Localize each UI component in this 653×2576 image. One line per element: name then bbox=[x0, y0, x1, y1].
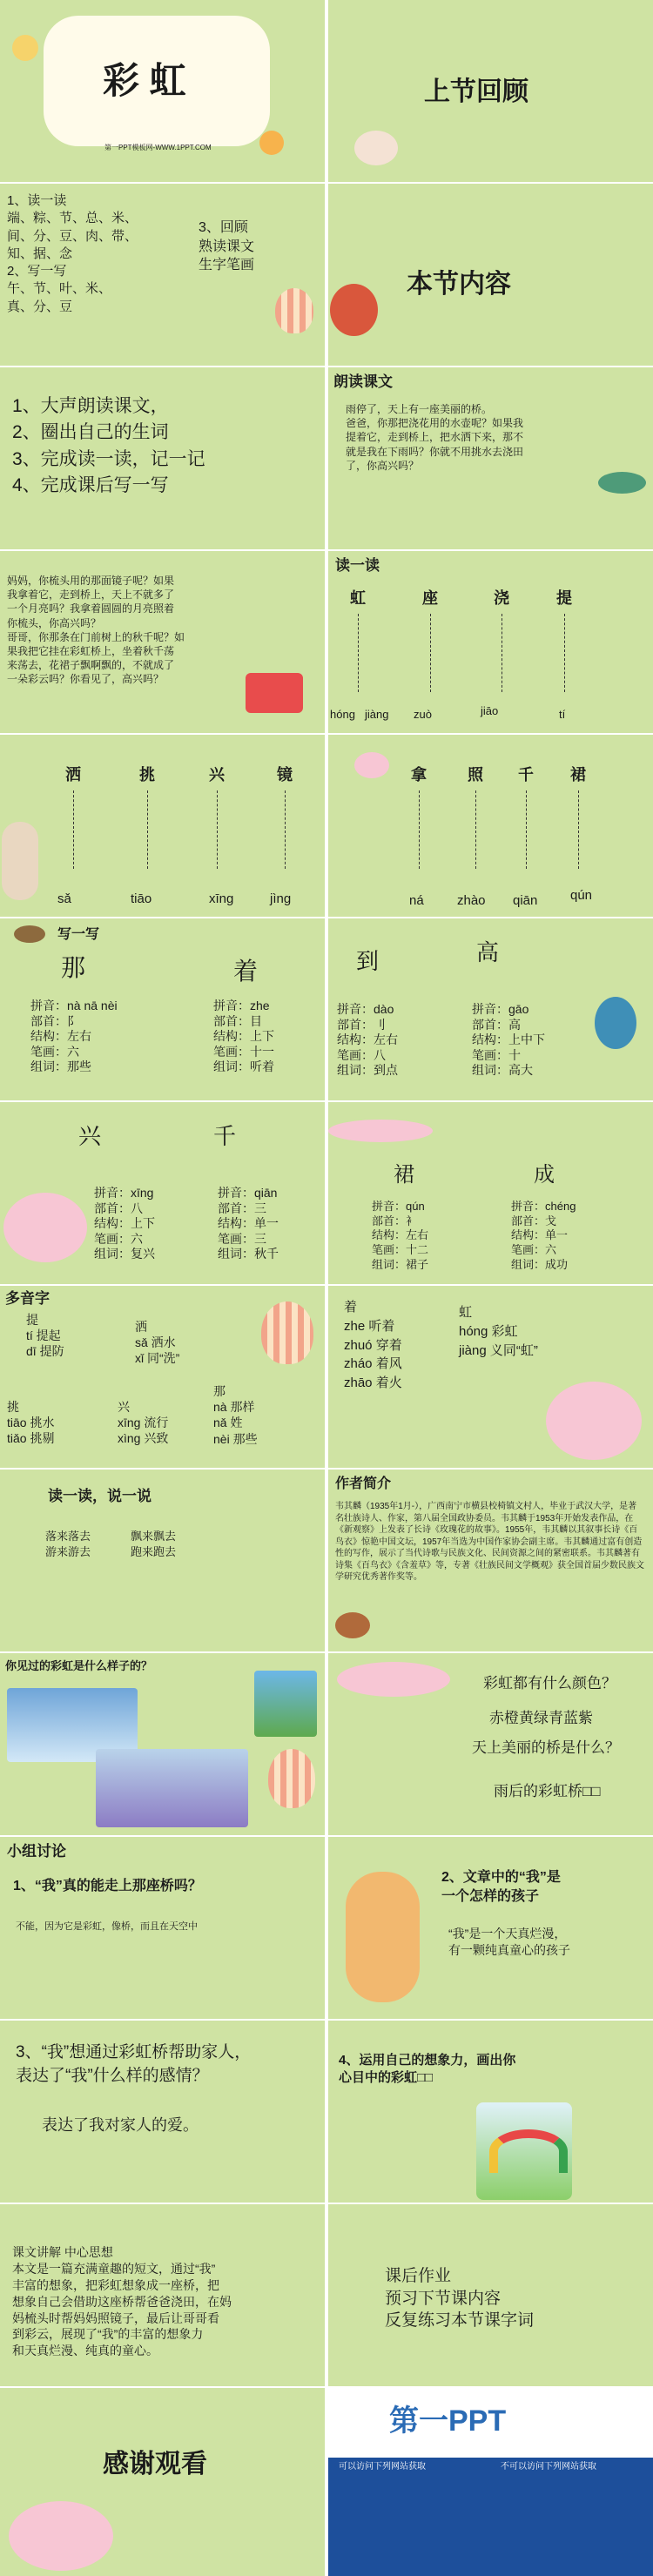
section-heading: 小组讨论 bbox=[7, 1843, 66, 1860]
answer: 赤橙黄绿青蓝紫 bbox=[489, 1710, 593, 1726]
char: 裙 bbox=[394, 1163, 414, 1187]
char: 兴 bbox=[209, 766, 225, 784]
char: 浇 bbox=[494, 589, 509, 607]
slide-discussion-4 bbox=[328, 2021, 653, 2203]
dashed-line bbox=[578, 790, 579, 869]
author-bio: 韦其麟（1935年1月-），广西南宁市横县校椅镇文村人，毕业于武汉大学，是著名壮族诗人、作家，第八届全国政协委员。韦其麟于1953年开始发表作品，在《新观察》上发表了长诗《玫瑰花的故事》。1955年，韦其麟以其叙事长诗《百鸟衣》惊艳中国文坛，1957年当选为中国作家协会副主席。韦其麟通过富有创造性的写作，展示了当代诗歌与民族文化、民间资源之间的紧密联系。韦其麟著有诗集《百鸟衣》《含羞草》等，专著《壮族民间文学概观》获全国首届少数民族文学研究优秀著作奖等。 bbox=[335, 1502, 644, 1582]
footer-panel bbox=[328, 2458, 653, 2576]
section-heading: 朗读课文 bbox=[333, 373, 393, 390]
slide-words-3 bbox=[328, 735, 653, 917]
char: 拿 bbox=[411, 766, 427, 784]
pinyin: zhào bbox=[457, 893, 486, 908]
swallow-icon bbox=[335, 1612, 370, 1638]
question: 彩虹都有什么颜色？ bbox=[483, 1675, 616, 1692]
polyphone-group: 那 nà 那样 nǎ 姓 nèi 那些 bbox=[213, 1384, 258, 1446]
char: 高 bbox=[476, 939, 500, 965]
slide-discussion-2 bbox=[328, 1837, 653, 2019]
pinyin: sǎ bbox=[57, 891, 71, 906]
passage-text: 妈妈，你梳头用的那面镜子呢？如果 我拿着它，走到桥上，天上不就多了 一个月亮吗？我拿着圆圆的月亮照着 你梳头，你高兴吗？ 哥哥，你那条在门前树上的秋千呢？如 果我把它挂在彩虹桥上，坐着秋千荡 来荡去，花裙子飘啊飘的，不就成了 一朵彩云吗？你看见了，高兴吗？ bbox=[7, 575, 185, 686]
char: 成 bbox=[534, 1163, 555, 1187]
book-icon bbox=[246, 673, 303, 713]
cat-icon bbox=[346, 1872, 420, 2002]
slide-lesson bbox=[328, 184, 653, 366]
left-heading: 可以访问下列网站获取 bbox=[339, 2462, 426, 2472]
slide-rainbow-colors bbox=[328, 1653, 653, 1835]
slide-summary bbox=[0, 2204, 325, 2386]
pinyin: jiàng bbox=[365, 708, 389, 721]
char: 提 bbox=[556, 589, 572, 607]
pinyin: qún bbox=[570, 888, 593, 903]
cover-footer: 第一PPT模板网-WWW.1PPT.COM bbox=[104, 144, 212, 151]
char-info: 拼音：nà nā nèi 部首：阝 结构：左右 笔画：六 组词：那些 bbox=[30, 999, 118, 1073]
answer: 表达了我对家人的爱。 bbox=[42, 2116, 199, 2134]
slide-title: 感谢观看 bbox=[103, 2450, 207, 2478]
review-right: 3、回顾 熟读课文 生字笔画 bbox=[199, 220, 255, 273]
slide-write-3 bbox=[0, 1102, 325, 1284]
char-info: 拼音：dào 部首：刂 结构：左右 笔画：八 组词：到点 bbox=[337, 1002, 398, 1077]
drum-icon bbox=[330, 284, 378, 336]
pinyin: qiān bbox=[513, 893, 538, 908]
answer: “我”是一个天真烂漫， 有一颗纯真童心的孩子 bbox=[448, 1927, 570, 1957]
polyphone-group: 洒 sǎ 洒水 xǐ 同“洗” bbox=[135, 1320, 180, 1366]
pinyin: tiāo bbox=[131, 891, 152, 906]
slide-discussion bbox=[0, 1837, 325, 2019]
question: 天上美丽的桥是什么？ bbox=[472, 1739, 620, 1756]
dashed-line bbox=[564, 614, 565, 692]
polyphone-group: 虹 hóng 彩虹 jiàng 义同“虹” bbox=[459, 1305, 538, 1358]
question: 2、文章中的“我”是 一个怎样的孩子 bbox=[441, 1870, 561, 1904]
char-info: 拼音：qún 部首：衤 结构：左右 笔画：十二 组词：裙子 bbox=[372, 1200, 429, 1271]
char: 着 bbox=[233, 958, 259, 985]
char: 兴 bbox=[78, 1123, 102, 1149]
word-group: 落来落去 游来游去 bbox=[45, 1530, 91, 1559]
section-heading: 你见过的彩虹是什么样子的？ bbox=[5, 1659, 153, 1672]
slide-write-4 bbox=[328, 1102, 653, 1284]
polyphone-group: 兴 xīng 流行 xìng 兴致 bbox=[118, 1400, 169, 1446]
ginkgo-leaf-icon bbox=[598, 472, 646, 494]
dashed-line bbox=[526, 790, 527, 869]
slide-write-2 bbox=[328, 918, 653, 1100]
slide-author bbox=[328, 1470, 653, 1651]
answer: 雨后的彩虹桥□□ bbox=[494, 1783, 601, 1799]
char-info: 拼音：chéng 部首：戈 结构：单一 笔画：六 组词：成功 bbox=[511, 1200, 576, 1271]
rainbow-photo bbox=[254, 1671, 317, 1737]
blossom-tree-icon bbox=[3, 1193, 87, 1262]
char: 到 bbox=[356, 948, 380, 974]
section-heading: 作者简介 bbox=[335, 1476, 392, 1491]
flower-icon bbox=[259, 131, 284, 155]
balloon-icon bbox=[261, 1301, 313, 1364]
pinyin: jìng bbox=[270, 891, 292, 906]
slide-words-2 bbox=[0, 735, 325, 917]
slide-passage-2 bbox=[0, 551, 325, 733]
char: 千 bbox=[518, 766, 534, 784]
cover-title: 彩 虹 bbox=[103, 60, 186, 101]
girl-icon bbox=[2, 822, 38, 900]
slide-review bbox=[328, 0, 653, 182]
task-item: 3、完成读一读，记一记 bbox=[12, 448, 205, 469]
char: 虹 bbox=[350, 589, 366, 607]
slide-cover bbox=[0, 0, 325, 182]
question: 3、“我”想通过彩虹桥帮助家人， 表达了“我”什么样的感情？ bbox=[16, 2043, 252, 2085]
slide-review-content bbox=[0, 184, 325, 366]
task-item: 4、完成课后写一写 bbox=[12, 475, 169, 496]
bunny-icon bbox=[354, 131, 398, 165]
review-left: 1、读一读 端、粽、节、总、米、 间、分、豆、肉、带、 知、据、念 2、写一写 午、节、叶、米、 真、分、豆 bbox=[7, 193, 138, 314]
section-heading: 读一读，说一说 bbox=[48, 1488, 151, 1504]
rainbow-icon bbox=[489, 2129, 568, 2173]
dashed-line bbox=[147, 790, 148, 869]
slide-polyphones-1 bbox=[0, 1286, 325, 1468]
summary-text: 课文讲解 中心思想 本文是一篇充满童趣的短文，通过“我” 丰富的想象，把彩虹想象成一座桥，把 想象自己会借助这座桥帮爸爸浇田，在妈 妈梳头时帮妈妈照镜子，最后让哥哥看 到彩云，展现了“我”的丰富的想象力 和天真烂漫、纯真的童心。 bbox=[12, 2245, 232, 2358]
polyphone-group: 挑 tiāo 挑水 tiǎo 挑剔 bbox=[7, 1400, 55, 1446]
site-logo: 第一PPT bbox=[389, 2404, 507, 2438]
char: 裙 bbox=[570, 766, 586, 784]
blossom-icon bbox=[354, 752, 389, 778]
dashed-line bbox=[358, 614, 359, 692]
char: 座 bbox=[422, 589, 438, 607]
char-info: 拼音：xīng 部首：八 结构：上下 笔画：六 组词：复兴 bbox=[94, 1186, 155, 1261]
slide-discussion-3 bbox=[0, 2021, 325, 2203]
pinyin: zuò bbox=[414, 708, 432, 721]
slide-ad bbox=[328, 2388, 653, 2576]
swallow-icon bbox=[14, 925, 45, 943]
balloon-icon bbox=[275, 288, 313, 333]
homework-text: 课后作业 预习下节课内容 反复练习本节课字词 bbox=[385, 2267, 535, 2331]
question: 1、“我”真的能走上那座桥吗？ bbox=[13, 1879, 202, 1893]
section-heading: 读一读 bbox=[335, 557, 380, 574]
char: 那 bbox=[61, 954, 86, 981]
section-heading: 写一写 bbox=[57, 927, 100, 942]
slide-homework bbox=[328, 2204, 653, 2386]
pinyin: tí bbox=[559, 708, 566, 721]
pinyin: hóng bbox=[330, 708, 355, 721]
char: 挑 bbox=[139, 766, 155, 784]
dashed-line bbox=[475, 790, 476, 869]
char-info: 拼音：zhe 部首：目 结构：上下 笔画：十一 组词：听着 bbox=[213, 999, 274, 1073]
slide-tasks bbox=[0, 367, 325, 549]
balloon-icon bbox=[268, 1749, 315, 1808]
slide-polyphones-2 bbox=[328, 1286, 653, 1468]
word-group: 飘来飘去 跑来跑去 bbox=[131, 1530, 177, 1559]
answer: 不能，因为它是彩虹，像桥，而且在天空中 bbox=[16, 1921, 198, 1932]
dashed-line bbox=[430, 614, 431, 692]
char-info: 拼音：qiān 部首：三 结构：单一 笔画：三 组词：秋千 bbox=[218, 1186, 279, 1261]
char: 洒 bbox=[65, 766, 81, 784]
char: 千 bbox=[213, 1123, 237, 1149]
char: 镜 bbox=[277, 766, 293, 784]
right-heading: 不可以访问下列网站获取 bbox=[501, 2462, 596, 2472]
blossom-tree-icon bbox=[546, 1382, 642, 1460]
dashed-line bbox=[73, 790, 74, 869]
slide-read-text bbox=[328, 367, 653, 549]
dashed-line bbox=[285, 790, 286, 869]
char-info: 拼音：gāo 部首：高 结构：上中下 笔画：十 组词：高大 bbox=[472, 1002, 545, 1077]
question: 4、运用自己的想象力，画出你 心目中的彩虹□□ bbox=[339, 2053, 516, 2086]
bird-icon bbox=[595, 997, 636, 1049]
slide-read-say bbox=[0, 1470, 325, 1651]
section-heading: 多音字 bbox=[5, 1290, 50, 1307]
slide-rainbow-question bbox=[0, 1653, 325, 1835]
slide-thanks bbox=[0, 2388, 325, 2576]
blossom-branch-icon bbox=[328, 1120, 433, 1142]
polyphone-group: 着 zhe 听着 zhuó 穿着 zháo 着风 zhāo 着火 bbox=[344, 1300, 402, 1390]
char: 照 bbox=[468, 766, 483, 784]
slide-title: 上节回顾 bbox=[424, 77, 528, 106]
polyphone-group: 提 tí 提起 dī 提防 bbox=[26, 1313, 64, 1359]
passage-text: 雨停了，天上有一座美丽的桥。 爸爸，你那把浇花用的水壶呢？如果我 提着它，走到桥上，把水洒下来，那不 就是我在下雨吗？你就不用挑水去浇田 了，你高兴吗？ bbox=[346, 403, 524, 472]
dashed-line bbox=[419, 790, 420, 869]
pinyin: ná bbox=[409, 893, 424, 908]
slide-words-1 bbox=[328, 551, 653, 733]
blossom-tree-icon bbox=[9, 2501, 113, 2571]
slide-title: 本节内容 bbox=[407, 270, 511, 299]
slide-write-1 bbox=[0, 918, 325, 1100]
task-item: 2、圈出自己的生词 bbox=[12, 422, 169, 443]
blossom-branch-icon bbox=[337, 1662, 450, 1697]
task-list bbox=[12, 393, 205, 500]
pinyin: xīng bbox=[209, 891, 234, 906]
dashed-line bbox=[217, 790, 218, 869]
task-item: 1、大声朗读课文， bbox=[12, 396, 169, 416]
pinyin: jiāo bbox=[481, 704, 499, 717]
rainbow-photo bbox=[96, 1749, 248, 1827]
sun-icon bbox=[12, 35, 38, 61]
